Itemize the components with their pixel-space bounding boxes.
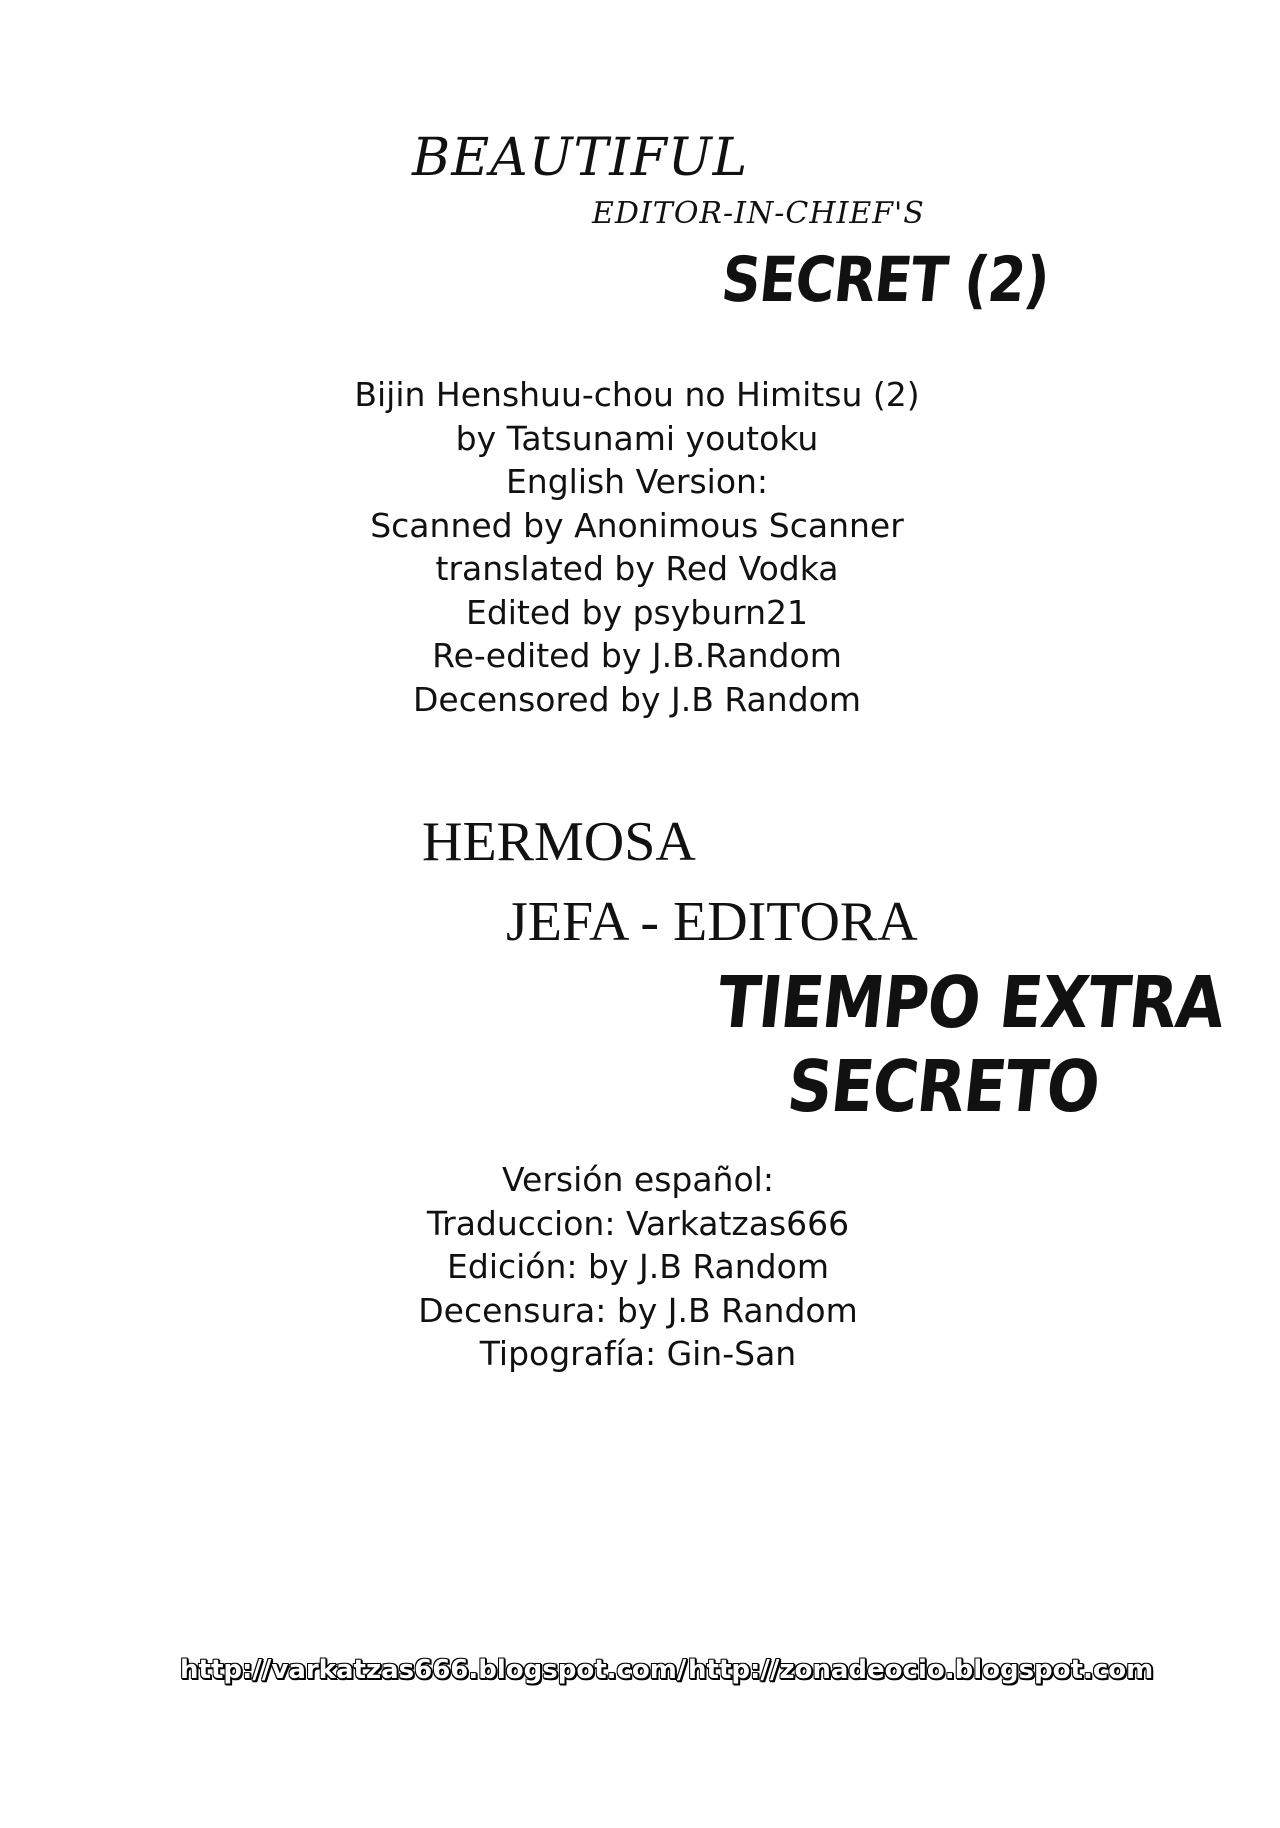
english-title-line2: EDITOR-IN-CHIEF'S (592, 196, 925, 231)
credit-line: Edición: by J.B Random (447, 1247, 829, 1286)
spanish-title-line4: SECRETO (783, 1044, 1104, 1129)
spanish-credits (0, 1158, 1278, 1376)
credit-line: Edited by psyburn21 (465, 592, 809, 632)
credit-line: Bijin Henshuu-chou no Himitsu (2) (354, 375, 920, 414)
credit-line: translated by Red Vodka (435, 549, 839, 588)
english-title-line1: BEAUTIFUL (412, 128, 749, 188)
english-title-line3: SECRET (2) (718, 243, 1053, 316)
credit-line: Versión español: (502, 1160, 774, 1199)
blog-link-left[interactable]: http://varkatzas666.blogspot.com/ (180, 1655, 687, 1685)
credit-line: Traduccion: Varkatzas666 (426, 1203, 850, 1243)
credit-line: Decensura: by J.B Random (418, 1290, 858, 1330)
credit-line: by Tatsunami youtoku (455, 418, 819, 458)
english-credits (0, 373, 1277, 721)
blog-link-right[interactable]: http://zonadeocio.blogspot.com (688, 1655, 1154, 1685)
credit-line: Scanned by Anonimous Scanner (370, 505, 904, 545)
credit-line: English Version: (505, 462, 769, 501)
credit-line: Decensored by J.B Random (413, 679, 861, 719)
credit-line: Re-edited by J.B.Random (432, 636, 842, 675)
spanish-title-line2: JEFA - EDITORA (506, 891, 918, 953)
credit-line: Tipografía: Gin-San (479, 1334, 797, 1373)
spanish-title-line3: TIEMPO EXTRA (713, 960, 1228, 1045)
spanish-title-line1: HERMOSA (422, 811, 696, 873)
